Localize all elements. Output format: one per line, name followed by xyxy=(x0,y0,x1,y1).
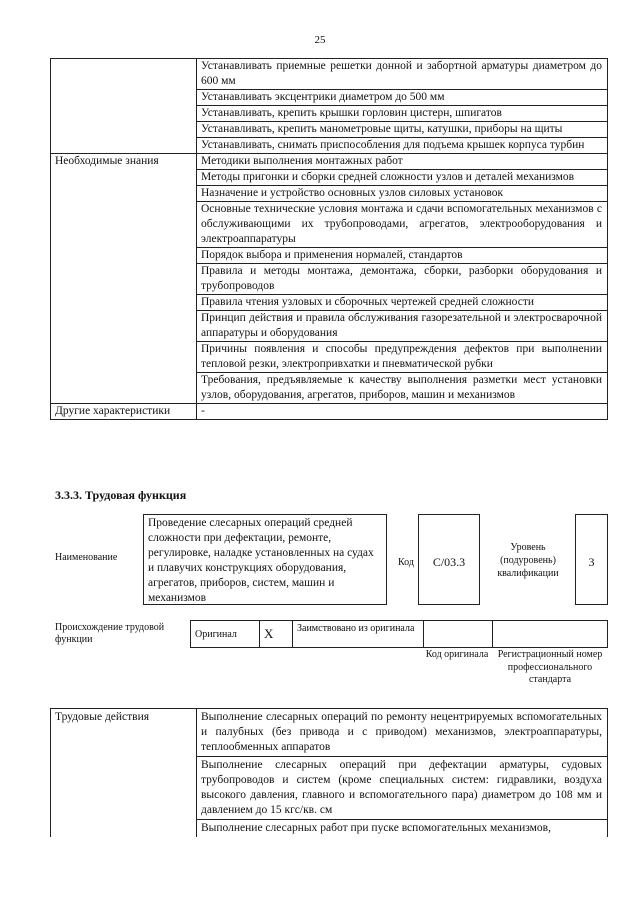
label-cell xyxy=(51,106,197,122)
other-characteristics-value: - xyxy=(197,404,608,420)
original-label: Оригинал xyxy=(191,621,260,648)
knowledge-item: Назначение и устройство основных узлов силовых установок xyxy=(197,186,608,202)
original-code-cell xyxy=(424,621,493,648)
table-row xyxy=(51,106,608,122)
skills-knowledge-table xyxy=(50,58,608,420)
labor-actions-table xyxy=(50,708,608,837)
skill-item: Устанавливать, крепить крышки горловин цистерн, шпигатов xyxy=(197,106,608,122)
skill-item: Устанавливать, крепить манометровые щиты, катушки, приборы на щиты xyxy=(197,122,608,138)
knowledge-item: Методики выполнения монтажных работ xyxy=(197,154,608,170)
labor-action-item: Выполнение слесарных работ при пуске вспомогательных механизмов, xyxy=(197,820,608,838)
knowledge-item: Методы пригонки и сборки средней сложности узлов и деталей механизмов xyxy=(197,170,608,186)
table-row xyxy=(51,820,608,838)
label-cell xyxy=(51,90,197,106)
borrowed-label: Заимствовано из оригинала xyxy=(293,621,424,648)
label-cell xyxy=(51,757,197,820)
knowledge-item: Принцип действия и правила обслуживания газорезательной и электросварочной аппаратуры и оборудования xyxy=(197,311,608,342)
knowledge-item: Требования, предъявляемые к качеству выполнения разметки мест установки узлов, оборудования, агрегатов, приборов, машин и механизмов xyxy=(197,373,608,404)
registration-number-label: Регистрационный номер профессионального стандарта xyxy=(497,649,603,685)
skill-item: Устанавливать приемные решетки донной и забортной арматуры диаметром до 600 мм xyxy=(197,59,608,90)
table-row xyxy=(51,90,608,106)
knowledge-item: Причины появления и способы предупреждения дефектов при выполнении тепловой резки, электропривхатки и пневматической рубки xyxy=(197,342,608,373)
label-cell xyxy=(51,820,197,838)
knowledge-label: Необходимые знания xyxy=(51,154,197,404)
knowledge-item: Правила чтения узловых и сборочных чертежей средней сложности xyxy=(197,295,608,311)
original-code-label: Код оригинала xyxy=(425,649,489,660)
knowledge-item: Порядок выбора и применения нормалей, стандартов xyxy=(197,248,608,264)
label-cell xyxy=(51,122,197,138)
labor-actions-label: Трудовые действия xyxy=(51,709,197,757)
table-row xyxy=(51,122,608,138)
page-number: 25 xyxy=(314,34,326,46)
qualification-level-box: 3 xyxy=(575,514,608,605)
table-row xyxy=(51,59,608,90)
knowledge-item: Основные технические условия монтажа и сдачи вспомогательных механизмов с обслуживающими их трубопроводами, агрегатов, электрооборудования и электроаппаратуры xyxy=(197,202,608,248)
section-heading: 3.3.3. Трудовая функция xyxy=(55,488,187,502)
function-code-box: С/03.3 xyxy=(418,514,480,605)
origin-table xyxy=(190,620,608,648)
registration-number-cell xyxy=(493,621,608,648)
qualification-level-label: Уровень (подуровень) квалификации xyxy=(497,542,559,579)
skill-item: Устанавливать эксцентрики диаметром до 500 мм xyxy=(197,90,608,106)
label-cell xyxy=(51,138,197,154)
table-row xyxy=(51,709,608,757)
name-label: Наименование xyxy=(55,552,118,563)
table-row xyxy=(51,138,608,154)
labor-action-item: Выполнение слесарных операций при дефектации арматуры, судовых трубопроводов и систем (кроме специальных систем: гидравлики, воздуха высокого давления, главного и вспомогательного пара) диаметром до 108 мм и давлением до 15 кгс/кв. см xyxy=(197,757,608,820)
origin-label: Происхождение трудовой функции xyxy=(55,622,165,645)
skill-item: Устанавливать, снимать приспособления для подъема крышек корпуса турбин xyxy=(197,138,608,154)
function-name-box: Проведение слесарных операций средней сложности при дефектации, ремонте, регулировке, наладке установленных на судах и плавучих конструкциях оборудования, агрегатов, приборов, систем, машин и механизмов xyxy=(143,514,387,605)
table-row xyxy=(51,757,608,820)
label-cell xyxy=(51,59,197,90)
table-row xyxy=(51,404,608,420)
original-mark: X xyxy=(260,621,293,648)
labor-action-item: Выполнение слесарных операций по ремонту нецентрируемых вспомогательных и палубных (без привода и с приводом) механизмов, электроаппаратуры, теплообменных аппаратов xyxy=(197,709,608,757)
other-characteristics-label: Другие характеристики xyxy=(51,404,197,420)
knowledge-item: Правила и методы монтажа, демонтажа, сборки, разборки оборудования и трубопроводов xyxy=(197,264,608,295)
table-row xyxy=(51,154,608,170)
code-label: Код xyxy=(398,557,414,568)
